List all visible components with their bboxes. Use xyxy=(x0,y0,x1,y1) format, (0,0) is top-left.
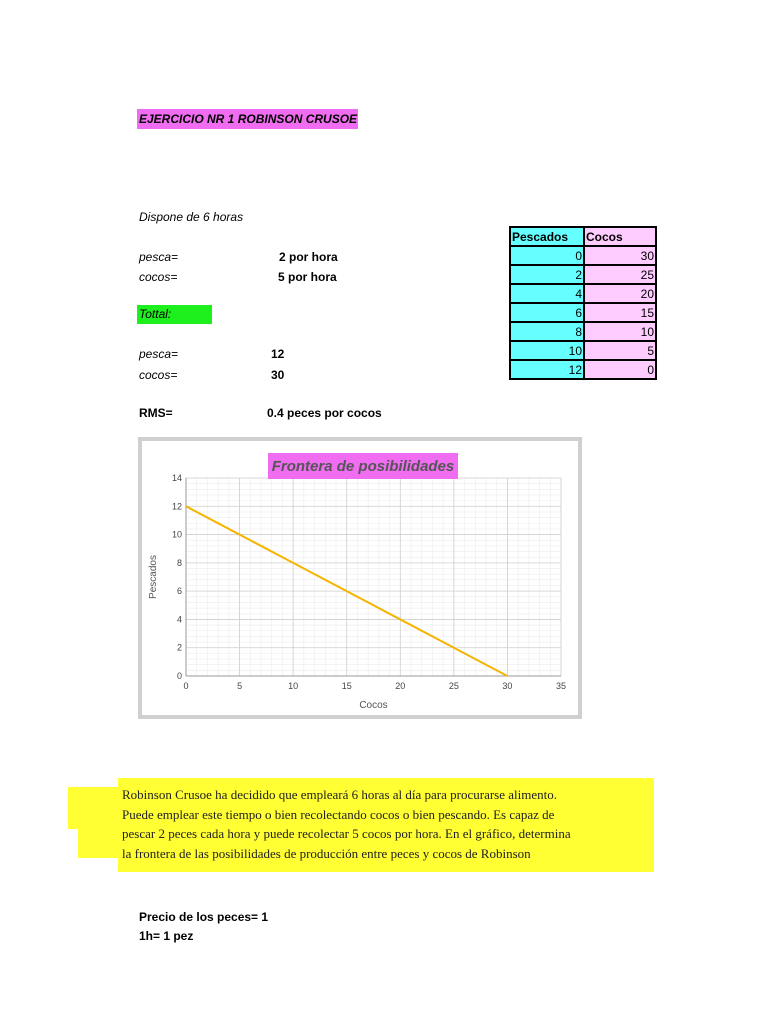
highlight-mark xyxy=(640,842,654,870)
table-row xyxy=(510,284,656,303)
paragraph-line: Puede emplear este tiempo o bien recolectando cocos o bien pescando. Es capaz de xyxy=(122,806,555,822)
y-tick-label: 6 xyxy=(176,586,182,597)
intro-text: Dispone de 6 horas xyxy=(139,210,244,224)
rate-label-cocos: cocos= xyxy=(139,270,178,284)
y-tick-label: 8 xyxy=(176,557,182,568)
chart-frame xyxy=(138,437,582,719)
chart-title: Frontera de posibilidades xyxy=(271,458,455,475)
table-row xyxy=(510,265,656,284)
paragraph-line: la frontera de las posibilidades de producción entre peces y cocos de Robinson xyxy=(122,845,531,861)
y-tick-label: 0 xyxy=(176,671,182,681)
y-axis-label: Pescados xyxy=(148,555,159,599)
total-label-cocos: cocos= xyxy=(139,368,178,382)
cell-pescados: 2 xyxy=(510,265,584,284)
table-row xyxy=(510,341,656,360)
note-price: Precio de los peces= 1 xyxy=(139,910,269,924)
rate-value-cocos: 5 por hora xyxy=(278,270,337,284)
y-tick-label: 12 xyxy=(171,501,182,512)
cell-pescados: 12 xyxy=(510,360,584,379)
problem-paragraph xyxy=(122,785,642,863)
x-tick-label: 20 xyxy=(395,681,406,691)
cell-pescados: 6 xyxy=(510,303,584,322)
table-row xyxy=(510,322,656,341)
rate-value-pesca: 2 por hora xyxy=(279,250,338,264)
cell-cocos: 5 xyxy=(584,341,656,360)
cell-pescados: 4 xyxy=(510,284,584,303)
x-tick-label: 5 xyxy=(237,681,243,691)
header-pescados: Pescados xyxy=(510,227,584,246)
cell-pescados: 8 xyxy=(510,322,584,341)
y-tick-label: 2 xyxy=(176,642,182,653)
y-tick-label: 14 xyxy=(171,473,182,483)
total-label: Tottal: xyxy=(137,305,212,324)
rate-label-pesca: pesca= xyxy=(139,250,179,264)
paragraph-line: pescar 2 peces cada hora y puede recolectar 5 cocos por hora. En el gráfico, determina xyxy=(122,826,571,841)
y-tick-label: 10 xyxy=(171,529,182,540)
total-value-pesca: 12 xyxy=(271,347,285,361)
cell-cocos: 20 xyxy=(584,284,656,303)
production-table xyxy=(509,226,657,380)
exercise-title: EJERCICIO NR 1 ROBINSON CRUSOE xyxy=(137,109,358,129)
cell-pescados: 10 xyxy=(510,341,584,360)
rms-label: RMS= xyxy=(139,406,173,420)
ppf-chart xyxy=(142,441,578,715)
cell-cocos: 25 xyxy=(584,265,656,284)
x-axis-label: Cocos xyxy=(359,700,388,711)
paragraph-line: Robinson Crusoe ha decidido que empleará 6 horas al día para procurarse alimento. xyxy=(122,787,557,802)
table-header-row xyxy=(510,227,656,246)
cell-pescados: 0 xyxy=(510,246,584,265)
rms-value: 0.4 peces por cocos xyxy=(267,406,382,420)
x-tick-label: 0 xyxy=(183,681,189,691)
table-row xyxy=(510,246,656,265)
header-cocos: Cocos xyxy=(584,227,656,246)
cell-cocos: 30 xyxy=(584,246,656,265)
cell-cocos: 0 xyxy=(584,360,656,379)
table-row xyxy=(510,303,656,322)
total-value-cocos: 30 xyxy=(271,368,285,382)
cell-cocos: 15 xyxy=(584,303,656,322)
x-tick-label: 10 xyxy=(288,681,299,691)
x-tick-label: 35 xyxy=(555,681,567,691)
cell-cocos: 10 xyxy=(584,322,656,341)
x-tick-label: 15 xyxy=(341,681,352,691)
note-hour: 1h= 1 pez xyxy=(139,929,194,943)
total-label-pesca: pesca= xyxy=(139,347,179,361)
x-tick-label: 30 xyxy=(502,681,513,691)
table-row xyxy=(510,360,656,379)
x-tick-label: 25 xyxy=(448,681,459,691)
y-tick-label: 4 xyxy=(176,614,182,625)
